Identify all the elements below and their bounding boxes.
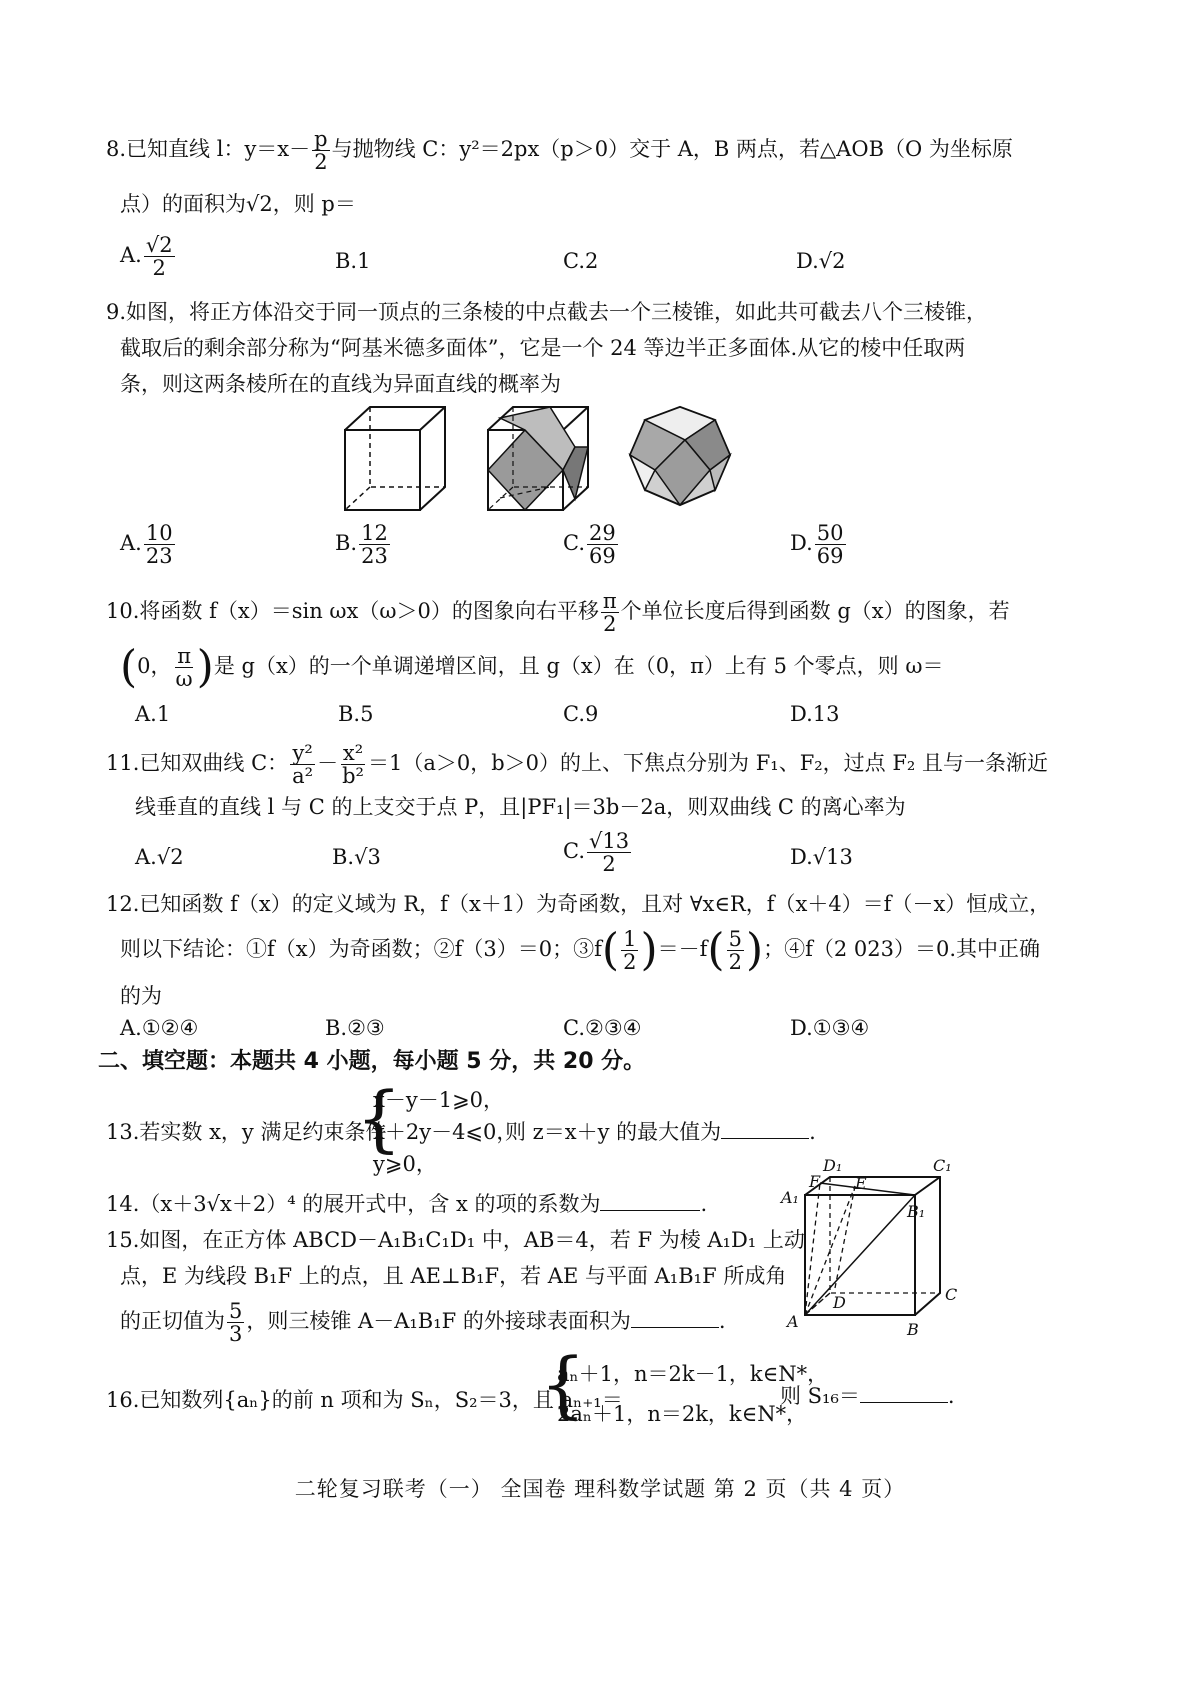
q11-choice-c-num: √13 — [589, 829, 630, 853]
q11-minus: － — [317, 751, 339, 776]
label-c: C — [945, 1285, 958, 1304]
q10-choice-b: B.5 — [338, 702, 374, 726]
q10-line1 — [106, 590, 1010, 635]
q16-brace: { — [540, 1342, 586, 1426]
q12-open-paren-1: ( — [601, 924, 620, 976]
q12-frac-2 — [727, 928, 744, 973]
label-e: E — [855, 1174, 867, 1193]
q13-constraint-1: x－y－1⩾0， — [373, 1088, 505, 1112]
q11-line2: 线垂直的直线 l 与 C 的上支交于点 P，且|PF₁|＝3b－2a，则双曲线 C 的离心率为 — [135, 795, 906, 819]
q12-frac-1-den: 2 — [623, 950, 637, 975]
q10-text-a: 将函数 f（x）＝sin ωx（ω＞0）的图象向右平移 — [139, 599, 599, 624]
q8-line2: 点）的面积为√2，则 p＝ — [120, 192, 356, 216]
q10-text-b: 个单位长度后得到函数 g（x）的图象，若 — [620, 599, 1010, 624]
q14-line — [106, 1192, 707, 1217]
q11-frac-2-den: b² — [342, 764, 364, 789]
q11-frac-2 — [340, 742, 366, 787]
q10-frac-den: 2 — [603, 612, 617, 637]
q14-text: （x＋3√x＋2）⁴ 的展开式中，含 x 的项的系数为 — [139, 1192, 601, 1216]
q11-choice-c-den: 2 — [602, 852, 616, 877]
q11-choice-c-label: C. — [563, 839, 585, 864]
cuboctahedron-figure — [630, 407, 730, 505]
q15-line1 — [106, 1228, 805, 1253]
q12-l2-mid: ＝－f — [657, 937, 708, 962]
q9-choice-b-num: 12 — [361, 521, 388, 545]
label-d: D — [833, 1293, 846, 1312]
q9-choice-c-den: 69 — [589, 544, 616, 569]
q11-choice-b: B.√3 — [332, 845, 381, 869]
q13-brace: { — [356, 1076, 402, 1160]
q12-l2-b: ；④f（2 023）＝0.其中正确 — [763, 937, 1041, 962]
q15-line2: 点，E 为线段 B₁F 上的点，且 AE⊥B₁F，若 AE 与平面 A₁B₁F 所成角 — [120, 1264, 787, 1288]
q10-l2-b: 是 g（x）的一个单调递增区间，且 g（x）在（0，π）上有 5 个零点，则 ω＝ — [213, 654, 944, 679]
q16-text-b: 则 S₁₆＝ — [780, 1384, 860, 1408]
q16-end: . — [947, 1384, 955, 1408]
q12-open-paren-2: ( — [707, 924, 725, 976]
q12-line3: 的为 — [120, 984, 162, 1008]
q9-choice-d-label: D. — [790, 531, 813, 556]
q9-number: 9. — [106, 300, 127, 324]
q12-frac-1 — [621, 928, 638, 973]
q10-frac-num: π — [602, 589, 617, 613]
q9-choice-d-frac — [815, 522, 846, 567]
label-d1: D₁ — [823, 1156, 843, 1175]
q9-line1 — [106, 300, 987, 325]
q8-choice-a-den: 2 — [152, 256, 166, 281]
q13-constraint-3: y⩾0， — [373, 1152, 437, 1176]
q9-line3: 条，则这两条棱所在的直线为异面直线的概率为 — [120, 372, 561, 396]
q15-text-1: 如图，在正方体 ABCD－A₁B₁C₁D₁ 中，AB＝4，若 F 为棱 A₁D₁ 上动 — [139, 1228, 805, 1252]
q12-number: 12. — [106, 892, 140, 916]
q9-figures — [330, 395, 750, 525]
q16-case-2: 2aₙ＋1，n＝2k，k∈N*， — [557, 1402, 808, 1426]
q8-text-a: 已知直线 l：y＝x－ — [126, 137, 311, 162]
q9-choice-c — [563, 522, 620, 567]
q8-frac-num: p — [314, 127, 328, 151]
q16-text-b-line — [780, 1384, 955, 1409]
q15-end: . — [718, 1309, 726, 1334]
q11-text-a: 已知双曲线 C： — [139, 751, 289, 776]
q10-l2-frac-num: π — [177, 644, 192, 668]
q10-l2-a: 0， — [137, 654, 172, 679]
q12-choice-d: D.①③④ — [790, 1016, 870, 1040]
q12-line2 — [120, 924, 1041, 976]
q12-close-paren-1: ) — [640, 924, 658, 976]
q15-line3 — [120, 1300, 726, 1345]
q9-choice-d-den: 69 — [816, 544, 844, 569]
q13-end: . — [809, 1120, 816, 1144]
q13-text-line — [106, 1120, 386, 1145]
q13-text-a: 若实数 x，y 满足约束条件 — [139, 1120, 387, 1144]
q9-choice-c-frac — [587, 522, 618, 567]
q13-constraint-2: x＋2y－4⩽0， — [373, 1120, 518, 1144]
q8-choice-a — [120, 234, 177, 279]
q15-fraction — [227, 1300, 244, 1345]
q9-choice-a-den: 23 — [145, 544, 173, 569]
q8-choice-c: C.2 — [563, 249, 599, 273]
q9-choice-b-frac — [359, 522, 390, 567]
q16-case-1: aₙ＋1，n＝2k－1，k∈N*， — [557, 1362, 829, 1386]
q8-choice-a-num: √2 — [145, 233, 173, 257]
q8-line1 — [106, 128, 1013, 173]
q11-choice-c — [563, 830, 633, 875]
q12-choice-c: C.②③④ — [563, 1016, 642, 1040]
q8-frac-den: 2 — [314, 150, 328, 175]
q16-text-a: 已知数列{aₙ}的前 n 项和为 Sₙ，S₂＝3，且 aₙ₊₁＝ — [139, 1388, 623, 1412]
q11-choice-d: D.√13 — [790, 845, 853, 869]
q8-choice-d: D.√2 — [796, 249, 846, 273]
q15-frac-den: 3 — [229, 1322, 243, 1347]
q11-line1 — [106, 742, 1048, 787]
label-b: B — [907, 1320, 919, 1339]
q11-frac-1-num: y² — [292, 741, 313, 765]
q9-choice-d — [790, 522, 848, 567]
q9-choice-c-num: 29 — [589, 521, 616, 545]
q14-number: 14. — [106, 1192, 140, 1216]
q11-frac-2-num: x² — [342, 741, 364, 765]
q9-choice-a-num: 10 — [145, 521, 173, 545]
q13-answer-blank[interactable] — [721, 1120, 809, 1139]
q11-frac-1-den: a² — [292, 764, 314, 789]
q9-choice-d-num: 50 — [816, 521, 844, 545]
q9-choice-a-label: A. — [120, 531, 142, 556]
q9-choice-c-label: C. — [563, 531, 585, 556]
q11-text-b: ＝1（a＞0，b＞0）的上、下焦点分别为 F₁、F₂，过点 F₂ 且与一条渐近 — [367, 751, 1049, 776]
q10-l2-fraction — [174, 645, 195, 690]
q9-choice-a-frac — [144, 522, 175, 567]
q12-choice-b: B.②③ — [325, 1016, 385, 1040]
q8-text-b: 与抛物线 C：y²＝2px（p＞0）交于 A，B 两点，若△AOB（O 为坐标原 — [331, 137, 1013, 162]
q15-l3-a: 的正切值为 — [120, 1309, 225, 1334]
q11-frac-1 — [290, 742, 315, 787]
q16-answer-blank[interactable] — [860, 1384, 948, 1403]
label-f: F — [809, 1172, 821, 1191]
q9-choice-b-den: 23 — [361, 544, 388, 569]
q10-choice-a: A.1 — [135, 702, 171, 726]
q10-line2 — [120, 641, 944, 693]
q13-number: 13. — [106, 1120, 140, 1144]
section-2-title: 二、填空题：本题共 4 小题，每小题 5 分，共 20 分。 — [98, 1049, 646, 1074]
q9-choice-b — [335, 522, 392, 567]
q16-number: 16. — [106, 1388, 140, 1412]
q9-line2: 截取后的剩余部分称为“阿基米德多面体”，它是一个 24 等边半正多面体.从它的棱中任取两 — [120, 336, 966, 360]
q9-text-1: 如图，将正方体沿交于同一顶点的三条棱的中点截去一个三棱锥，如此共可截去八个三棱锥， — [126, 300, 988, 324]
q12-choice-a: A.①②④ — [120, 1016, 199, 1040]
q8-fraction — [312, 128, 329, 173]
q10-open-paren: ( — [120, 641, 138, 693]
q10-choice-d: D.13 — [790, 702, 840, 726]
q15-cube-figure — [775, 1155, 975, 1345]
q8-choice-a-frac — [144, 234, 175, 279]
q9-choice-a — [120, 522, 177, 567]
q15-frac-num: 5 — [229, 1299, 243, 1323]
q12-frac-2-den: 2 — [728, 950, 742, 975]
q10-close-paren: ) — [196, 641, 214, 693]
q12-frac-2-num: 5 — [728, 927, 742, 951]
q12-close-paren-2: ) — [745, 924, 764, 976]
q10-fraction — [601, 590, 619, 635]
q15-answer-blank[interactable] — [631, 1309, 719, 1328]
label-a: A — [787, 1312, 799, 1331]
q14-answer-blank[interactable] — [600, 1192, 700, 1211]
q11-choice-c-frac — [587, 830, 631, 875]
q11-number: 11. — [106, 751, 140, 776]
q9-choice-b-label: B. — [335, 531, 358, 556]
q8-choice-a-label: A. — [120, 243, 142, 268]
label-b1: B₁ — [907, 1202, 926, 1221]
q12-line1 — [106, 892, 1050, 917]
label-a1: A₁ — [781, 1188, 799, 1207]
page-footer: 二轮复习联考（一） 全国卷 理科数学试题 第 2 页（共 4 页） — [294, 1477, 906, 1501]
q11-choice-a: A.√2 — [135, 845, 184, 869]
q10-number: 10. — [106, 599, 140, 624]
label-c1: C₁ — [933, 1156, 952, 1175]
q13-text-b: 则 z＝x＋y 的最大值为 — [505, 1120, 722, 1144]
q12-text-1: 已知函数 f（x）的定义域为 R，f（x＋1）为奇函数，且对 ∀x∈R，f（x＋4）＝f（－x）恒成立， — [139, 892, 1051, 916]
cube-figure — [345, 407, 445, 510]
q12-l2-a: 则以下结论：①f（x）为奇函数；②f（3）＝0；③f — [120, 937, 602, 962]
q15-number: 15. — [106, 1228, 140, 1252]
q13-text-b-line — [505, 1120, 816, 1145]
q14-end: . — [700, 1192, 708, 1216]
q12-frac-1-num: 1 — [623, 927, 637, 951]
q10-choice-c: C.9 — [563, 702, 599, 726]
q15-l3-b: ，则三棱锥 A－A₁B₁F 的外接球表面积为 — [246, 1309, 631, 1334]
q10-l2-frac-den: ω — [175, 667, 193, 692]
q8-number: 8. — [106, 137, 127, 162]
q8-choice-b: B.1 — [335, 249, 371, 273]
truncated-cube-figure — [488, 407, 588, 510]
